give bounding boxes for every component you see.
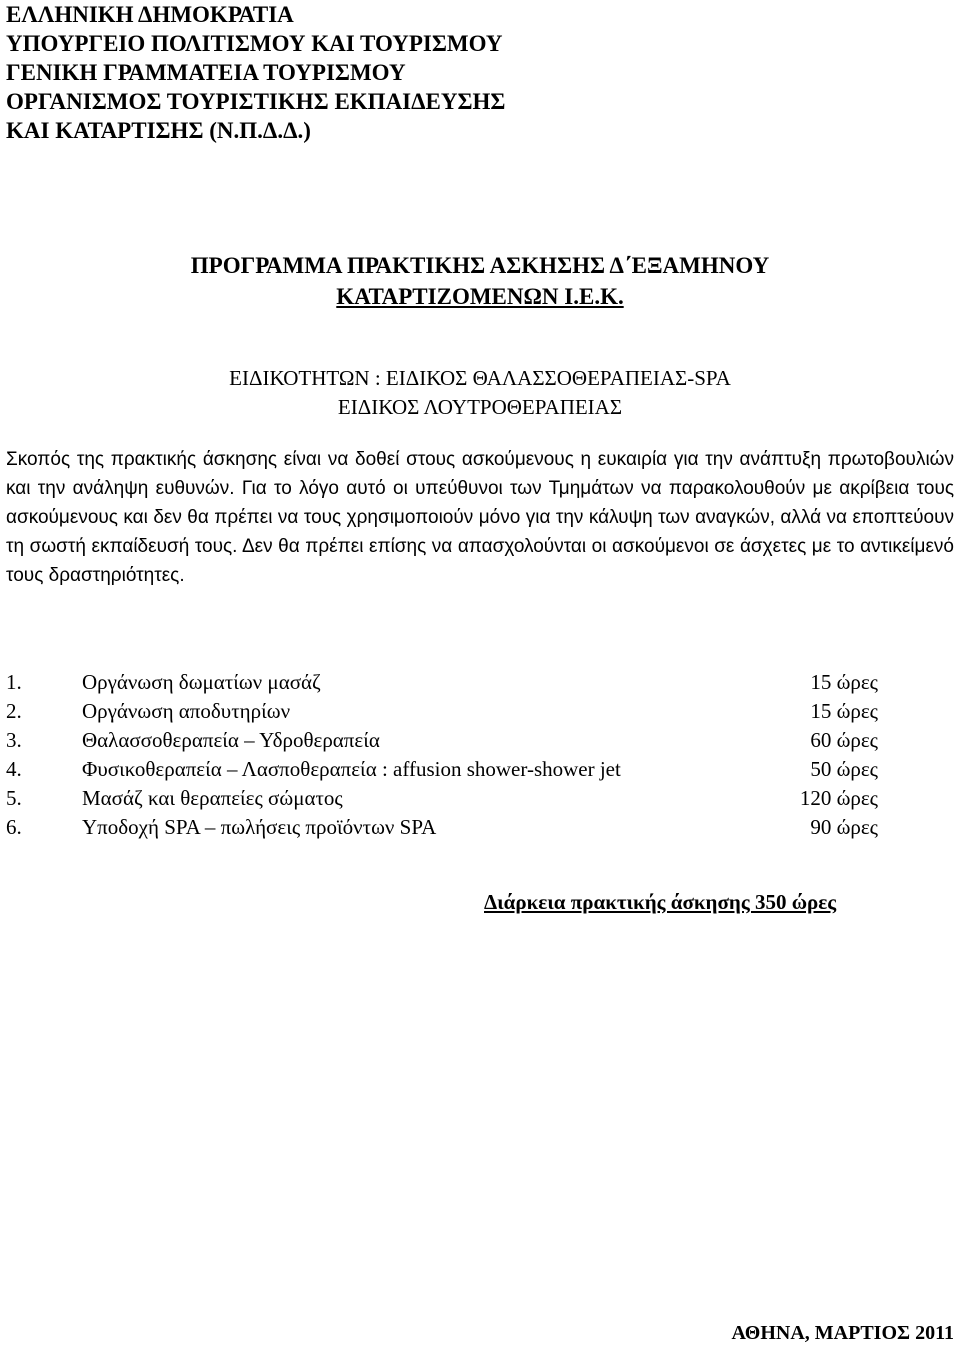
list-item [6, 784, 878, 813]
item-number: 4. [6, 757, 22, 781]
specialties-line2: ΕΙΔΙΚΟΣ ΛΟΥΤΡΟΘΕΡΑΠΕΙΑΣ [337, 395, 623, 419]
purpose-paragraph: Σκοπός της πρακτικής άσκησης είναι να δοθεί στους ασκούμενους η ευκαιρία για την ανάπτυξη πρωτοβουλιών και την ανάληψη ευθυνών. Για το λόγο αυτό οι υπεύθυνοι των Τμημάτων να παρακολουθούν με ακρίβεια τους ασκούμενους και δεν θα πρέπει να τους χρησιμοποιούν μόνο για την κάλυψη των αναγκών, αλλά να εποπτεύουν τη σωστή εκπαίδευσή τους. Δεν θα πρέπει επίσης να απασχολούνται οι ασκούμενοι σε άσχετες με το αντικείμενό τους δραστηριότητες. [6, 449, 954, 586]
header-line: ΟΡΓΑΝΙΣΜΟΣ ΤΟΥΡΙΣΤΙΚΗΣ ΕΚΠΑΙΔΕΥΣΗΣ [6, 89, 506, 114]
item-number: 5. [6, 786, 22, 810]
item-label: Θαλασσοθεραπεία – Υδροθεραπεία [82, 728, 380, 752]
list-item [6, 813, 878, 842]
item-label: Οργάνωση δωματίων μασάζ [82, 670, 321, 694]
header-line: ΓΕΝΙΚΗ ΓΡΑΜΜΑΤΕΙΑ ΤΟΥΡΙΣΜΟΥ [6, 60, 406, 85]
item-hours: 120 ώρες [799, 786, 878, 810]
item-number: 6. [6, 815, 22, 839]
header-line: ΥΠΟΥΡΓΕΙΟ ΠΟΛΙΤΙΣΜΟΥ ΚΑΙ ΤΟΥΡΙΣΜΟΥ [6, 31, 503, 56]
total-duration: Διάρκεια πρακτικής άσκησης 350 ώρες [484, 890, 837, 914]
specialties-line1: ΕΙΔΙΚΟΤΗΤΩΝ : ΕΙΔΙΚΟΣ ΘΑΛΑΣΣΟΘΕΡΑΠΕΙΑΣ-SPA [229, 366, 731, 390]
item-hours: 15 ώρες [810, 670, 878, 694]
program-title-line1: ΠΡΟΓΡΑΜΜΑ ΠΡΑΚΤΙΚΗΣ ΑΣΚΗΣΗΣ Δ΄ΕΞΑΜΗΝΟΥ [190, 253, 770, 278]
item-number: 1. [6, 670, 22, 694]
item-hours: 50 ώρες [810, 757, 878, 781]
list-item [6, 697, 878, 726]
ministry-header [6, 0, 505, 145]
item-label: Φυσικοθεραπεία – Λασποθεραπεία : affusion shower-shower jet [82, 757, 621, 781]
header-line: ΕΛΛΗΝΙΚΗ ΔΗΜΟΚΡΑΤΙΑ [6, 2, 294, 27]
header-line: ΚΑΙ ΚΑΤΑΡΤΙΣΗΣ (Ν.Π.Δ.Δ.) [6, 118, 311, 143]
item-label: Οργάνωση αποδυτηρίων [82, 699, 291, 723]
item-label: Υποδοχή SPA – πωλήσεις προϊόντων SPA [82, 815, 437, 839]
list-item [6, 726, 878, 755]
item-hours: 15 ώρες [810, 699, 878, 723]
item-number: 2. [6, 699, 22, 723]
item-number: 3. [6, 728, 22, 752]
list-item [6, 755, 878, 784]
training-items-list [6, 668, 878, 842]
program-title [160, 250, 800, 312]
list-item [6, 668, 878, 697]
place-date: ΑΘΗΝΑ, ΜΑΡΤΙΟΣ 2011 [731, 1322, 954, 1344]
item-label: Μασάζ και θεραπείες σώματος [82, 786, 343, 810]
specialties [0, 364, 960, 422]
program-title-line2: ΚΑΤΑΡΤΙΖΟΜΕΝΩΝ Ι.Ε.Κ. [336, 284, 624, 309]
item-hours: 90 ώρες [810, 815, 878, 839]
item-hours: 60 ώρες [810, 728, 878, 752]
